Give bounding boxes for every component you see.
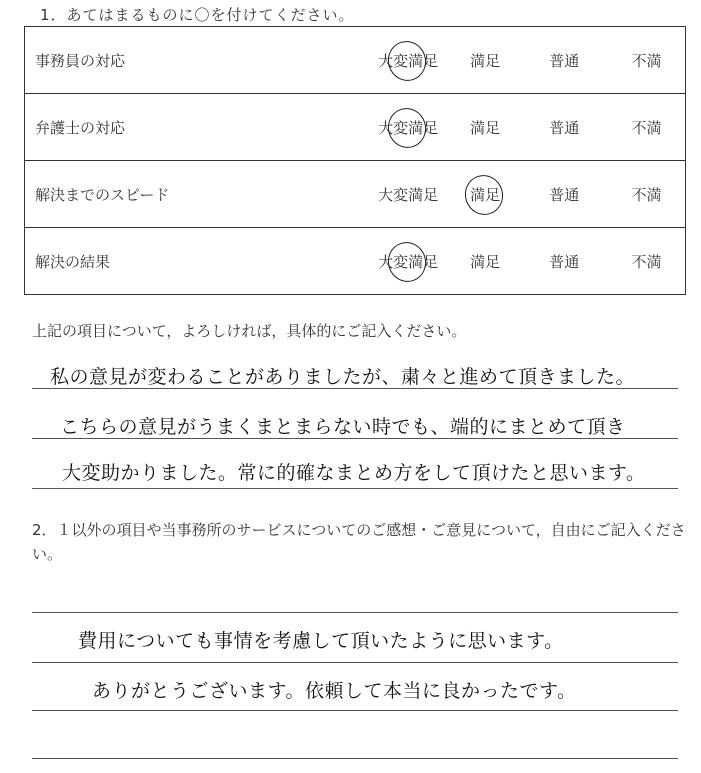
- rating-option-cell[interactable]: [608, 161, 686, 228]
- rating-row: [25, 228, 686, 295]
- rating-table: [24, 26, 686, 295]
- rating-option-label: 大変満足: [378, 185, 439, 204]
- rating-option-cell[interactable]: [520, 94, 607, 161]
- answer-line-rule: [32, 662, 678, 663]
- rating-option-cell[interactable]: [608, 228, 686, 295]
- rating-option-label: 不満: [631, 252, 662, 271]
- rating-option-label: 満足: [470, 184, 500, 205]
- rating-option-label: 不満: [631, 185, 662, 204]
- rating-option-cell[interactable]: [608, 94, 686, 161]
- rating-row: [25, 27, 686, 94]
- rating-option-label: 普通: [549, 185, 580, 204]
- rating-option-label: 普通: [549, 118, 580, 137]
- handwritten-comment-line: 私の意見が変わることがありましたが、粛々と進めて頂きました。: [50, 366, 636, 388]
- handwritten-comment-line: 大変助かりました。常に的確なまとめ方をして頂けたと思います。: [62, 462, 646, 484]
- rating-option-cell[interactable]: [450, 228, 521, 295]
- rating-option-label: 不満: [631, 118, 662, 137]
- answer-line-rule: [32, 612, 678, 613]
- rating-option-cell[interactable]: [366, 228, 449, 295]
- rating-item-label: 解決までのスピード: [25, 161, 367, 228]
- hand-drawn-circle-mark: [460, 170, 509, 220]
- handwritten-answer-line: ありがとうございます。依頼して本当に良かったです。: [92, 680, 577, 702]
- rating-item-label: 解決の結果: [25, 228, 367, 295]
- answer-line-rule: [32, 710, 678, 711]
- rating-option-label: 満足: [470, 252, 501, 271]
- rating-option-label: 普通: [549, 51, 580, 70]
- rating-option-cell[interactable]: [520, 27, 607, 94]
- rating-option-cell[interactable]: [520, 161, 607, 228]
- hand-drawn-circle-mark: [383, 103, 432, 153]
- rating-item-label: 事務員の対応: [25, 27, 367, 94]
- question-1-title: 1．あてはまるものに〇を付けてください。: [40, 6, 355, 24]
- handwritten-answer-line: 費用についても事情を考慮して頂いたように思います。: [78, 630, 564, 652]
- rating-option-label: 不満: [631, 51, 662, 70]
- handwritten-comment-line: こちらの意見がうまくまとまらない時でも、端的にまとめて頂き: [60, 416, 626, 438]
- rating-option-cell[interactable]: [608, 27, 686, 94]
- rating-item-label: 弁護士の対応: [25, 94, 367, 161]
- rating-option-cell[interactable]: [366, 94, 449, 161]
- rating-option-cell[interactable]: [520, 228, 607, 295]
- hand-drawn-circle-mark: [383, 237, 432, 287]
- rating-option-label: 大変満足: [378, 251, 438, 272]
- rating-row: [25, 94, 686, 161]
- rating-row: [25, 161, 686, 228]
- rating-option-label: 満足: [470, 118, 501, 137]
- rating-option-label: 大変満足: [378, 50, 438, 71]
- rating-option-cell[interactable]: [450, 161, 521, 228]
- rating-option-label: 普通: [549, 252, 580, 271]
- comment-line-rule: [32, 488, 678, 489]
- hand-drawn-circle-mark: [383, 36, 432, 86]
- question-2-title: 2．１以外の項目や当事務所のサービスについてのご感想・ご意見について，自由にご記入ください。: [32, 521, 686, 563]
- answer-line-rule: [32, 758, 678, 759]
- rating-option-label: 満足: [470, 51, 501, 70]
- rating-option-label: 大変満足: [378, 117, 438, 138]
- rating-option-cell[interactable]: [366, 161, 449, 228]
- question-1-comment-prompt: 上記の項目について，よろしければ，具体的にご記入ください。: [32, 322, 467, 340]
- rating-option-cell[interactable]: [450, 94, 521, 161]
- rating-option-cell[interactable]: [366, 27, 449, 94]
- rating-option-cell[interactable]: [450, 27, 521, 94]
